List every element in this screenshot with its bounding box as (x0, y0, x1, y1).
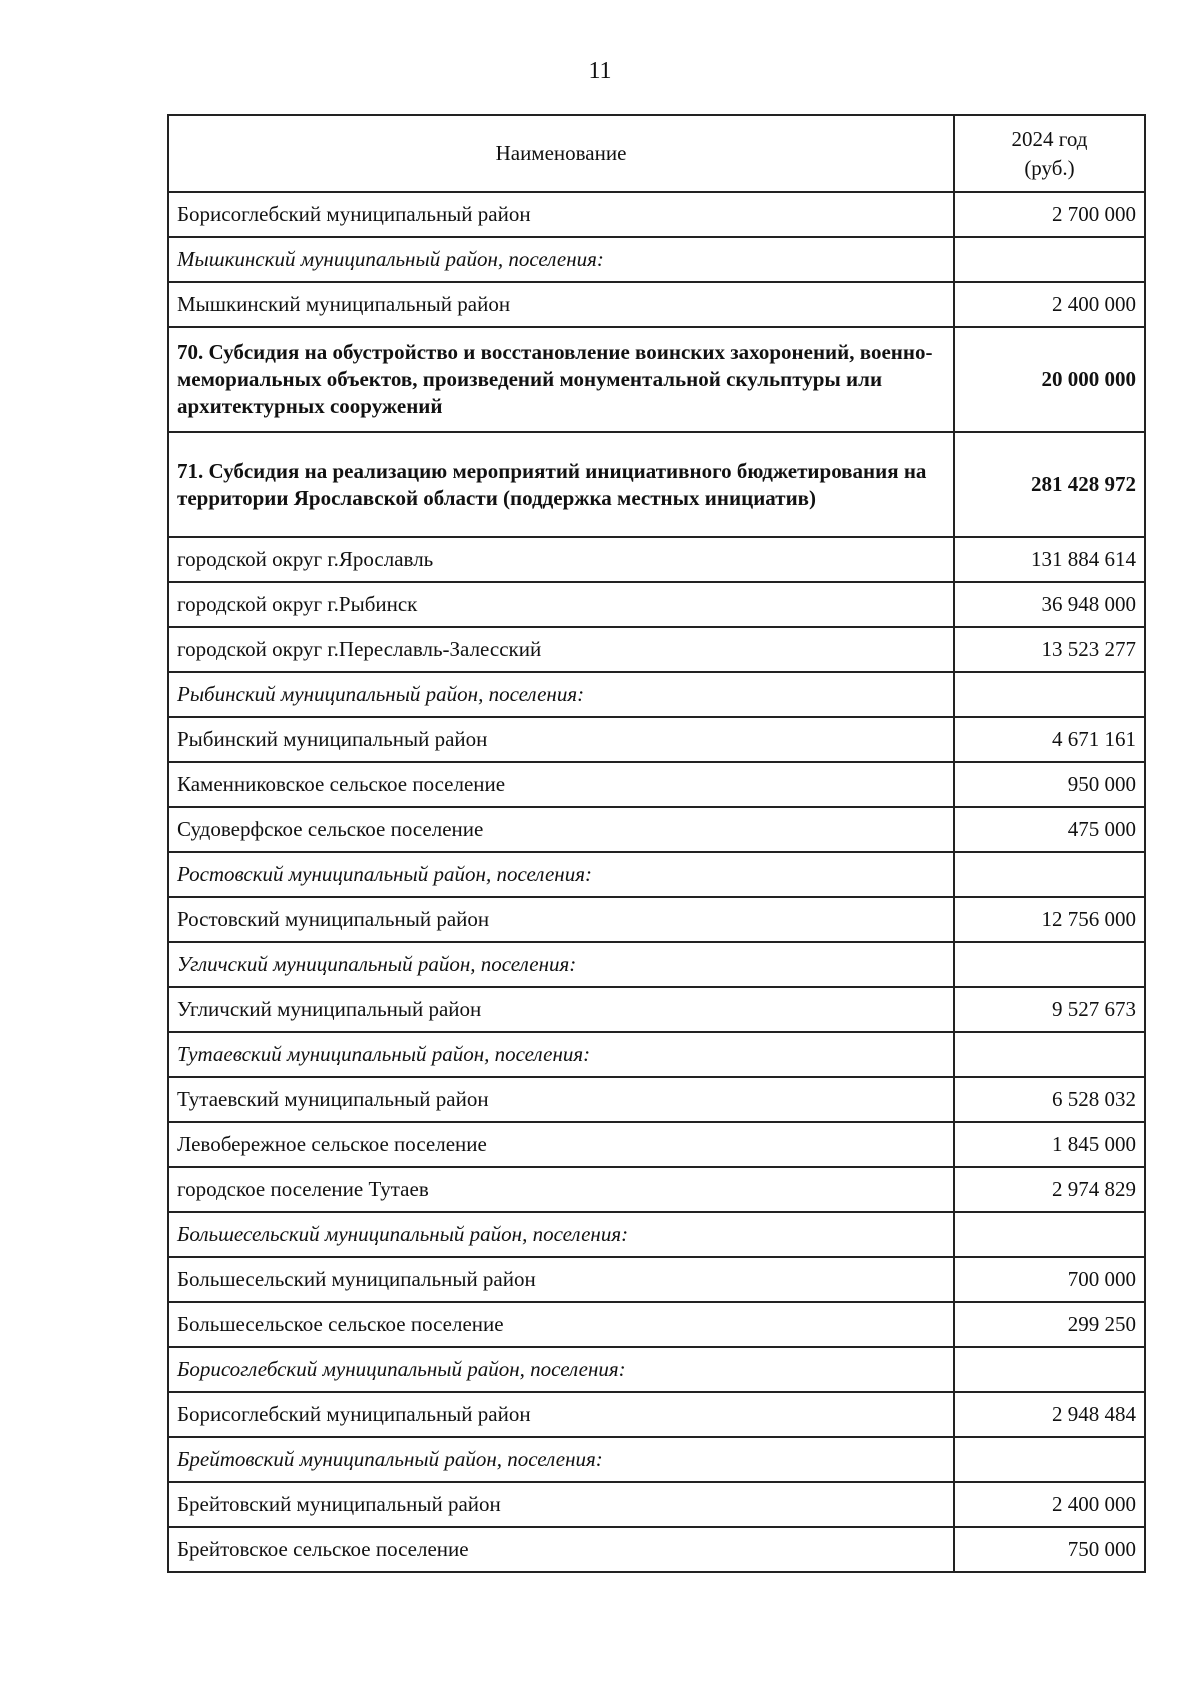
row-amount: 9 527 673 (954, 987, 1145, 1032)
row-name: Большесельское сельское поселение (168, 1302, 954, 1347)
row-name: 70. Субсидия на обустройство и восстановление воинских захоронений, военно-мемориальных объектов, произведений монументальной скульптуры или архитектурных сооружений (168, 327, 954, 432)
row-amount: 299 250 (954, 1302, 1145, 1347)
row-name: Рыбинский муниципальный район, поселения: (168, 672, 954, 717)
table-row-group (168, 1032, 1145, 1077)
row-amount: 2 700 000 (954, 192, 1145, 237)
row-amount (954, 852, 1145, 897)
table-row-group (168, 237, 1145, 282)
row-name: городской округ г.Ярославль (168, 537, 954, 582)
row-name: Борисоглебский муниципальный район (168, 192, 954, 237)
row-name: Большесельский муниципальный район (168, 1257, 954, 1302)
row-name: Брейтовский муниципальный район (168, 1482, 954, 1527)
row-amount: 4 671 161 (954, 717, 1145, 762)
table-row-subsidy (168, 327, 1145, 432)
table-row (168, 627, 1145, 672)
row-amount: 750 000 (954, 1527, 1145, 1572)
row-name: Ростовский муниципальный район, поселения: (168, 852, 954, 897)
row-amount: 2 974 829 (954, 1167, 1145, 1212)
row-name: Брейтовское сельское поселение (168, 1527, 954, 1572)
column-header-year: 2024 год (1011, 126, 1088, 151)
column-header-unit: (руб.) (1024, 155, 1075, 180)
row-name: городское поселение Тутаев (168, 1167, 954, 1212)
row-amount: 281 428 972 (954, 432, 1145, 537)
row-amount (954, 1347, 1145, 1392)
row-name: Судоверфское сельское поселение (168, 807, 954, 852)
table-row-group (168, 942, 1145, 987)
table-row (168, 1167, 1145, 1212)
row-name: Каменниковское сельское поселение (168, 762, 954, 807)
row-name: Угличский муниципальный район (168, 987, 954, 1032)
table-header-row (168, 115, 1145, 192)
row-amount (954, 942, 1145, 987)
table-row (168, 897, 1145, 942)
table-row (168, 1527, 1145, 1572)
row-name: Тутаевский муниципальный район (168, 1077, 954, 1122)
row-amount: 475 000 (954, 807, 1145, 852)
row-name: Рыбинский муниципальный район (168, 717, 954, 762)
table-row (168, 807, 1145, 852)
row-name: Мышкинский муниципальный район (168, 282, 954, 327)
table-row (168, 1122, 1145, 1167)
row-amount (954, 237, 1145, 282)
row-amount: 2 948 484 (954, 1392, 1145, 1437)
column-header-name: Наименование (168, 115, 954, 192)
row-name: Борисоглебский муниципальный район, поселения: (168, 1347, 954, 1392)
table-row-subsidy (168, 432, 1145, 537)
table-row (168, 1302, 1145, 1347)
table-row (168, 1077, 1145, 1122)
row-name: Борисоглебский муниципальный район (168, 1392, 954, 1437)
row-amount: 700 000 (954, 1257, 1145, 1302)
table-row (168, 582, 1145, 627)
row-name: 71. Субсидия на реализацию мероприятий инициативного бюджетирования на территории Ярославской области (поддержка местных инициатив) (168, 432, 954, 537)
row-amount: 36 948 000 (954, 582, 1145, 627)
table-row-group (168, 1437, 1145, 1482)
row-name: Ростовский муниципальный район (168, 897, 954, 942)
row-amount: 950 000 (954, 762, 1145, 807)
row-name: Тутаевский муниципальный район, поселения: (168, 1032, 954, 1077)
row-name: Большесельский муниципальный район, поселения: (168, 1212, 954, 1257)
row-name: Угличский муниципальный район, поселения: (168, 942, 954, 987)
row-amount (954, 672, 1145, 717)
table-row (168, 282, 1145, 327)
budget-table (167, 114, 1146, 1573)
table-row-group (168, 1212, 1145, 1257)
page-number: 11 (588, 58, 612, 84)
table-row (168, 717, 1145, 762)
row-amount: 13 523 277 (954, 627, 1145, 672)
table-row-group (168, 672, 1145, 717)
row-name: Левобережное сельское поселение (168, 1122, 954, 1167)
table-row (168, 762, 1145, 807)
table-body (168, 192, 1145, 1572)
row-amount: 2 400 000 (954, 282, 1145, 327)
table-row (168, 537, 1145, 582)
table-row (168, 1257, 1145, 1302)
row-amount: 20 000 000 (954, 327, 1145, 432)
table-row (168, 192, 1145, 237)
row-amount (954, 1212, 1145, 1257)
row-amount: 6 528 032 (954, 1077, 1145, 1122)
column-header-amount (954, 115, 1145, 192)
row-name: городской округ г.Переславль-Залесский (168, 627, 954, 672)
table-row-group (168, 852, 1145, 897)
table-row (168, 1392, 1145, 1437)
row-amount: 12 756 000 (954, 897, 1145, 942)
table-row (168, 987, 1145, 1032)
row-amount: 1 845 000 (954, 1122, 1145, 1167)
row-amount (954, 1437, 1145, 1482)
row-amount: 131 884 614 (954, 537, 1145, 582)
row-name: Мышкинский муниципальный район, поселения: (168, 237, 954, 282)
table-row (168, 1482, 1145, 1527)
row-amount (954, 1032, 1145, 1077)
row-amount: 2 400 000 (954, 1482, 1145, 1527)
table-row-group (168, 1347, 1145, 1392)
row-name: городской округ г.Рыбинск (168, 582, 954, 627)
row-name: Брейтовский муниципальный район, поселения: (168, 1437, 954, 1482)
